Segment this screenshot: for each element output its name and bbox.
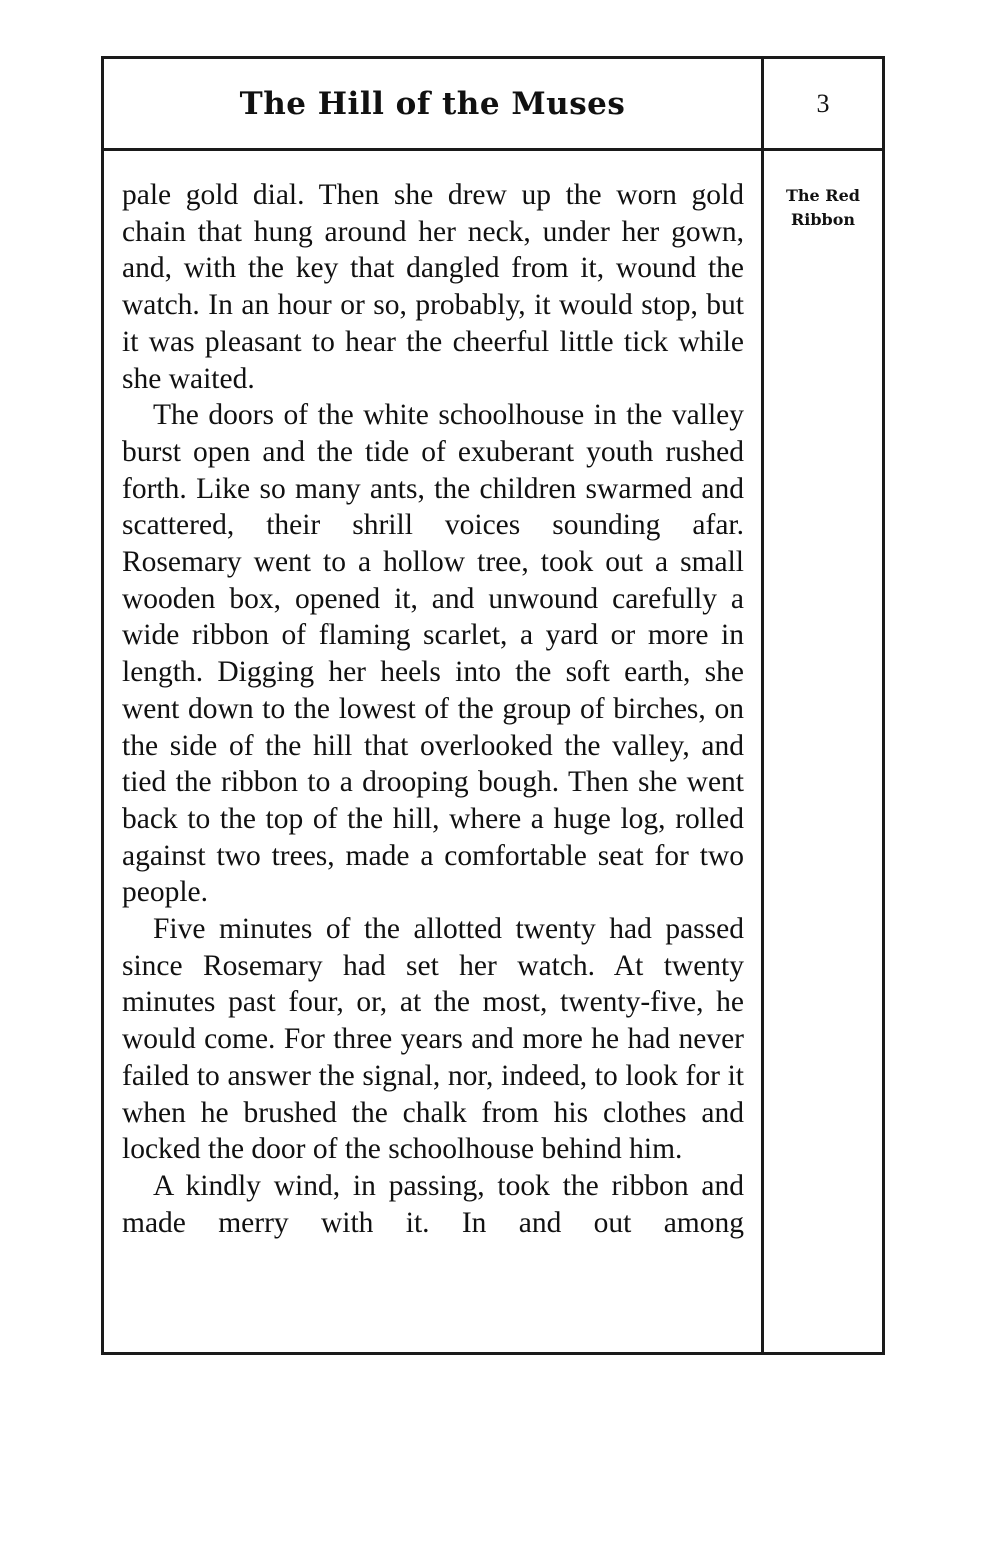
margin-note xyxy=(764,184,882,232)
paragraph-3: Five minutes of the allotted twenty had passed since Rosemary had set her watch. At twenty minutes past four, or, at the most, twenty-five, he would come. For three years and more he had never failed to answer the signal, nor, indeed, to look for it when he brushed the chalk from his clothes and locked the door of the schoolhouse behind him. xyxy=(122,913,744,1166)
body-text xyxy=(122,177,744,1241)
margin-note-line-1: The Red xyxy=(786,186,860,205)
paragraph-4: A kindly wind, in passing, took the ribbon and made merry with it. In and out among xyxy=(122,1169,744,1239)
margin-note-line-2: Ribbon xyxy=(790,210,856,229)
paragraph-1: pale gold dial. Then she drew up the worn gold chain that hung around her neck, under her gown, and, with the key that dangled from it, wound the watch. In an hour or so, probably, it would stop, but it was pleasant to hear the cheerful little tick while she waited. xyxy=(122,179,744,395)
paragraph-2: The doors of the white schoolhouse in the valley burst open and the tide of exuberant youth rushed forth. Like so many ants, the children swarmed and scattered, their shrill voices sounding afar. Rosemary went to a hollow tree, took out a small wooden box, opened it, and unwound carefully a wide ribbon of flaming scarlet, a yard or more in length. Digging her heels into the soft earth, she went down to the lowest of the group of birches, on the side of the hill that overlooked the valley, and tied the ribbon to a drooping bough. Then she went back to the top of the hill, where a huge log, rolled against two trees, made a comfortable seat for two people. xyxy=(122,399,744,909)
running-title: The Hill of the Muses xyxy=(239,85,626,122)
page-number: 3 xyxy=(816,88,830,118)
header-divider xyxy=(101,148,885,151)
margin-column-divider xyxy=(761,56,764,1355)
